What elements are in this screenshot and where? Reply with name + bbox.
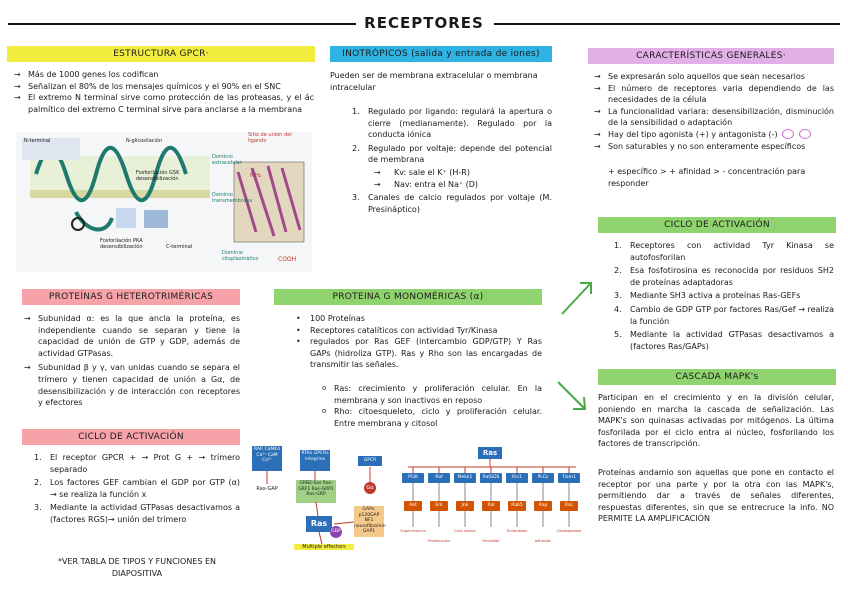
list-item: o Ras: crecimiento y proliferación celular. En la membrana y son inactivos en reposo bbox=[318, 383, 542, 406]
arrow-to-mapk bbox=[556, 380, 590, 414]
hetero-header: PROTEÍNAS G HETEROTRIMÉRICAS bbox=[22, 289, 240, 305]
diagram-arrows bbox=[246, 444, 394, 556]
list-item: 3. Canales de calcio regulados por voltaje (M. Presináptico) bbox=[352, 193, 552, 214]
affinity-line: + específico > + afinidad > - concentración para responder bbox=[608, 167, 806, 188]
ciclo-right-list bbox=[610, 240, 834, 352]
inotropicos-list bbox=[348, 106, 552, 215]
diagram-ga-circle: Gα bbox=[364, 482, 376, 494]
gpcr-list bbox=[14, 69, 314, 115]
arrow-to-ciclo bbox=[560, 276, 596, 316]
effector-box: Mekk1 bbox=[454, 473, 476, 483]
list-item: 1. El receptor GPCR + → Prot G + → trímero separado bbox=[34, 453, 240, 474]
list-item: → Se expresarán solo aquellos que sean necesarios bbox=[594, 71, 834, 83]
mono-sublist bbox=[318, 383, 542, 429]
effector-box: Raf bbox=[428, 473, 450, 483]
effector-target-box: Rab5 bbox=[508, 501, 526, 511]
fig-label-nterm: N-terminal bbox=[24, 138, 51, 144]
inotropicos-intro: Pueden ser de membrana extracelular o membrana intracelular bbox=[330, 71, 538, 92]
fig-label-gsk: Fosforilación GSK desensibilización bbox=[136, 170, 180, 182]
fig-label-nh2: NH₂ bbox=[250, 172, 262, 179]
sublist bbox=[374, 167, 552, 190]
diagram-box-gef: GRB2-Sos Ras-GRF1 Ras-GRP1 Ras-GRP bbox=[296, 480, 336, 503]
ras-regulation-diagram bbox=[246, 444, 394, 556]
effector-outcome-label: Endocitosis bbox=[506, 529, 528, 533]
effector-outcome-label: Supervivencia bbox=[400, 529, 426, 533]
list-item: → Kv: sale el K⁺ (H-R) bbox=[374, 167, 552, 179]
diagram-effectors-label: Multiple effectors bbox=[294, 544, 354, 550]
gpcr-header: ESTRUCTURA GPCR· bbox=[7, 46, 315, 62]
list-item: 1. Receptores con actividad Tyr Kinasa se autofosforilan bbox=[614, 241, 834, 262]
mono-header: PROTEINA G MONOMÉRICAS (α) bbox=[274, 289, 542, 305]
diagram-gdp-circle: GDP bbox=[330, 526, 342, 538]
list-item: → Subunidad β y γ, van unidas cuando se separa el trímero y tienen capacidad de unión a Gα, de desensibilización y de interacción con receptores y efectores bbox=[24, 362, 240, 408]
inotropicos-header: INOTRÓPICOS (salida y entrada de iones) bbox=[330, 46, 552, 62]
fig-label-cytoplasmic: Dominio citoplasmático bbox=[222, 250, 259, 262]
list-item: → La funcionalidad variara: desensibilización, disminución de la sensibilidad o adaptación bbox=[594, 106, 834, 129]
caracteristicas-header: CARACTERÍSTICAS GENERALES· bbox=[588, 48, 834, 64]
title-rule-left bbox=[8, 23, 356, 25]
list-item: → Subunidad α: es la que ancla la proteína, es independiente cuando se separan y tiene la capacidad de unión de GTP y GDP, además de actividad GTPasas. bbox=[24, 313, 240, 359]
effector-target-box: Erk bbox=[430, 501, 448, 511]
list-item: • 100 Proteínas bbox=[290, 313, 542, 325]
effector-box: PI3K bbox=[402, 473, 424, 483]
fig-label-transmembrane: Dominio transmembrana bbox=[212, 192, 253, 204]
list-item: 2. Los factores GEF cambian el GDP por GTP (α) → se realiza la función x bbox=[34, 478, 240, 499]
effector-outcome-label: Citoesqueleto bbox=[556, 529, 582, 533]
list-item: 1. Regulado por ligando: regulará la apertura o cierre (medianamente). Regulado por la conducta iónica bbox=[352, 107, 552, 140]
diagram-box-rtk: RTKs GPCRs Integrins bbox=[300, 450, 330, 471]
effector-box: Rin1 bbox=[506, 473, 528, 483]
list-item: • Receptores catalíticos con actividad Tyr/Kinasa bbox=[290, 325, 542, 337]
diagram-box-camk: RAR CaMK4 Ca²⁺ CaM Ca²⁺ bbox=[252, 446, 282, 471]
effector-target-box: Rap bbox=[534, 501, 552, 511]
effector-target-box: Ral bbox=[482, 501, 500, 511]
mapk-para-1: Participan en el crecimiento y en la división celular, poniendo en marcha la cascada de señalización. Las MAPK's son quinasas activadas por mitógenos. La última fosforilada por el ciclo entra al núcleo, fosforilando los factores de transcripción. bbox=[598, 393, 834, 449]
effector-box: Tiam1 bbox=[558, 473, 580, 483]
gpcr-structure-figure bbox=[16, 132, 312, 272]
diagram-ras-gap-label: Ras-GAP bbox=[256, 486, 278, 492]
list-item: → El extremo N terminal sirve como protección de las proteasas, y el ác palmítico del extremo C terminal sirve para anclarse a la membrana bbox=[14, 92, 314, 115]
hetero-list bbox=[24, 313, 240, 409]
fig-label-pka: Fosforilación PKA desensibilización bbox=[100, 238, 143, 250]
caracteristicas-list bbox=[594, 71, 834, 152]
effector-target-box: Rac bbox=[560, 501, 578, 511]
agonist-face-icon bbox=[782, 129, 794, 139]
mono-list bbox=[290, 313, 542, 371]
fig-label-ligand-site: Sitio de unión del ligando bbox=[248, 132, 292, 144]
effector-outcome-label: Adhesión bbox=[534, 539, 552, 543]
fig-label-extracellular: Dominio extracelular bbox=[212, 154, 242, 166]
list-item: → El número de receptores varia dependiendo de las necesidades de la célula bbox=[594, 83, 834, 106]
effector-box: RalGDS bbox=[480, 473, 502, 483]
effector-outcome-label: Ciclo celular bbox=[454, 529, 476, 533]
list-item: 3. Mediante la actividad GTPasas desactivamos a (factores RGS)→ unión del trímero bbox=[34, 503, 240, 524]
effector-outcome-label: Movilidad bbox=[482, 539, 500, 543]
diagram-box-gpcr: GPCR bbox=[358, 456, 382, 466]
list-item: → Son saturables y no son enteramente específicos bbox=[594, 141, 834, 153]
list-item: 2. Regulado por voltaje: depende del potencial de membrana → Kv: sale el K⁺ (H-R) → Nav: entra el Na⁺ (D) bbox=[348, 143, 552, 190]
fig-label-cterm: C-terminal bbox=[166, 244, 193, 250]
ciclo-left-list bbox=[30, 452, 240, 526]
mapk-header: CASCADA MAPK's bbox=[598, 369, 836, 385]
list-item: → Más de 1000 genes los codifican bbox=[14, 69, 314, 81]
effector-target-box: Akt bbox=[404, 501, 422, 511]
list-item: → Hay del tipo agonista (+) y antagonista (-) bbox=[594, 129, 834, 141]
mapk-para-2: Proteínas andamio son aquellas que pone en contacto el receptor por una parte y por la otra con las MAPK's, permitiendo dar a través de señales diferentes, respuestas diferentes, sin que se entrecruce la info. NO PERMITE LA AMPLIFICACIÓN bbox=[598, 468, 834, 524]
fig-label-cooh: COOH bbox=[278, 256, 297, 263]
effector-ras-box: Ras bbox=[478, 447, 502, 459]
list-item: 2. Esa fosfotirosina es reconocida por residuos SH2 de proteínas adaptadoras bbox=[614, 266, 834, 287]
list-item: 5. Mediante la actividad GTPasas desactivamos a (factores Ras/GAPs) bbox=[614, 330, 834, 351]
ciclo-left-note: *VER TABLA DE TIPOS Y FUNCIONES EN DIAPOSITIVA bbox=[57, 557, 217, 578]
diagram-box-gap: GAPs: p120GAP NF1 neurofibromin GAP1 bbox=[354, 506, 384, 537]
effector-outcome-label: Proliferación bbox=[427, 539, 451, 543]
effector-box: PLCε bbox=[532, 473, 554, 483]
ras-effector-diagram bbox=[400, 445, 584, 565]
title-rule-right bbox=[494, 23, 840, 25]
fig-label-nglyc: N-glicosilación bbox=[126, 138, 163, 144]
page-title: RECEPTORES bbox=[364, 14, 484, 32]
list-item: 3. Mediante SH3 activa a proteínas Ras-GEFs bbox=[614, 291, 801, 301]
diagram-ras-box: Ras bbox=[306, 516, 332, 532]
ciclo-right-header: CICLO DE ACTIVACIÓN bbox=[598, 217, 836, 233]
list-item: → Señalizan el 80% de los mensajes químicos y el 90% en el SNC bbox=[14, 81, 314, 93]
list-item: 4. Cambio de GDP GTP por factores Ras/Gef → realiza la función bbox=[614, 304, 834, 326]
list-item: → Nav: entra el Na⁺ (D) bbox=[374, 179, 552, 191]
effector-target-box: Jnk bbox=[456, 501, 474, 511]
list-item: o Rho: citoesqueleto, ciclo y proliferación celular. Entre membrana y citosol bbox=[318, 406, 542, 429]
antagonist-face-icon bbox=[799, 129, 811, 139]
list-item: • regulados por Ras GEF (intercambio GDP/GTP) Y Ras GAPs (hidroliza GTP). Ras y Rho son las encargadas de transmitir las señales. bbox=[290, 336, 542, 371]
ciclo-left-header: CICLO DE ACTIVACIÓN bbox=[22, 429, 240, 445]
